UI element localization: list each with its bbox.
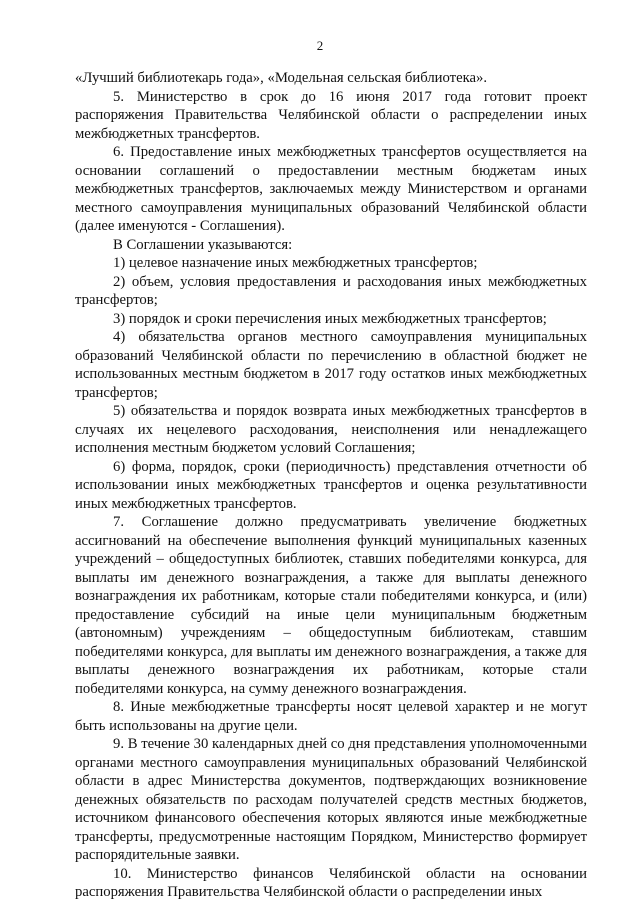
paragraph-agreement-intro: В Соглашении указываются: bbox=[113, 236, 293, 253]
paragraph-subitem-1: 1) целевое назначение иных межбюджетных трансфертов; bbox=[113, 255, 478, 271]
paragraph-subitem-5: 5) обязательства и порядок возврата иных межбюджетных трансфертов в случаях их нецелевого расходования, неисполнения или ненадлежащего исполнения местным бюджетом условий Соглашения; bbox=[75, 403, 587, 456]
paragraph-subitem-2: 2) объем, условия предоставления и расходования иных межбюджетных трансфертов; bbox=[75, 273, 587, 308]
paragraph-item-5: 5. Министерство в срок до 16 июня 2017 года готовит проект распоряжения Правительства Челябинской области о распределении иных межбюджетных трансфертов. bbox=[75, 88, 587, 142]
page-number: 2 bbox=[316, 38, 324, 53]
paragraph-item-7: 7. Соглашение должно предусматривать увеличение бюджетных ассигнований на обеспечение выполнения функций муниципальных казенных учреждений – общедоступных библиотек, ставших победителями конкурса, для выплаты им денежного вознаграждения, а также для выплаты денежного вознаграждения их работникам, которые стали победителями конкурса, и (или) предоставление субсидий на иные цели муниципальным бюджетным (автономным) учреждениям – общедоступным библиотекам, ставшим победителями конкурса, для выплаты им денежного вознаграждения, а также для выплаты денежного вознаграждения их работникам, которые стали победителями конкурса, на сумму денежного вознаграждения. bbox=[75, 514, 587, 697]
paragraph-item-8: 8. Иные межбюджетные трансферты носят целевой характер и не могут быть использованы на другие цели. bbox=[75, 699, 587, 734]
paragraph-subitem-3: 3) порядок и сроки перечисления иных межбюджетных трансфертов; bbox=[113, 310, 547, 327]
paragraph-item-6: 6. Предоставление иных межбюджетных трансфертов осуществляется на основании соглашений о предоставлении местным бюджетам иных межбюджетных трансфертов, заключаемых между Министерством и органами местного самоуправления муниципальных образований Челябинской области (далее именуются - Соглашения). bbox=[75, 144, 587, 234]
paragraph-continuation: «Лучший библиотекарь года», «Модельная сельская библиотека». bbox=[75, 70, 488, 86]
paragraph-subitem-6: 6) форма, порядок, сроки (периодичность) представления отчетности об использовании иных межбюджетных трансфертов и оценка результативности иных межбюджетных трансфертов. bbox=[75, 458, 587, 512]
paragraph-item-10: 10. Министерство финансов Челябинской области на основании распоряжения Правительства Челябинской области о распределении иных bbox=[75, 865, 587, 900]
paragraph-item-9: 9. В течение 30 календарных дней со дня представления уполномоченными органами местного самоуправления муниципальных образований Челябинской области в адрес Министерства документов, подтверждающих возникновение денежных обязательств по расходам получателей средств местных бюджетов, источником финансового обеспечения которых являются иные межбюджетные трансферты, предусмотренные настоящим Порядком, Министерство формирует распорядительные заявки. bbox=[75, 736, 587, 863]
paragraph-subitem-4: 4) обязательства органов местного самоуправления муниципальных образований Челябинской области по перечислению в областной бюджет не использованных местным бюджетом в 2017 году остатков иных межбюджетных трансфертов; bbox=[75, 329, 587, 401]
document-body bbox=[75, 69, 587, 902]
